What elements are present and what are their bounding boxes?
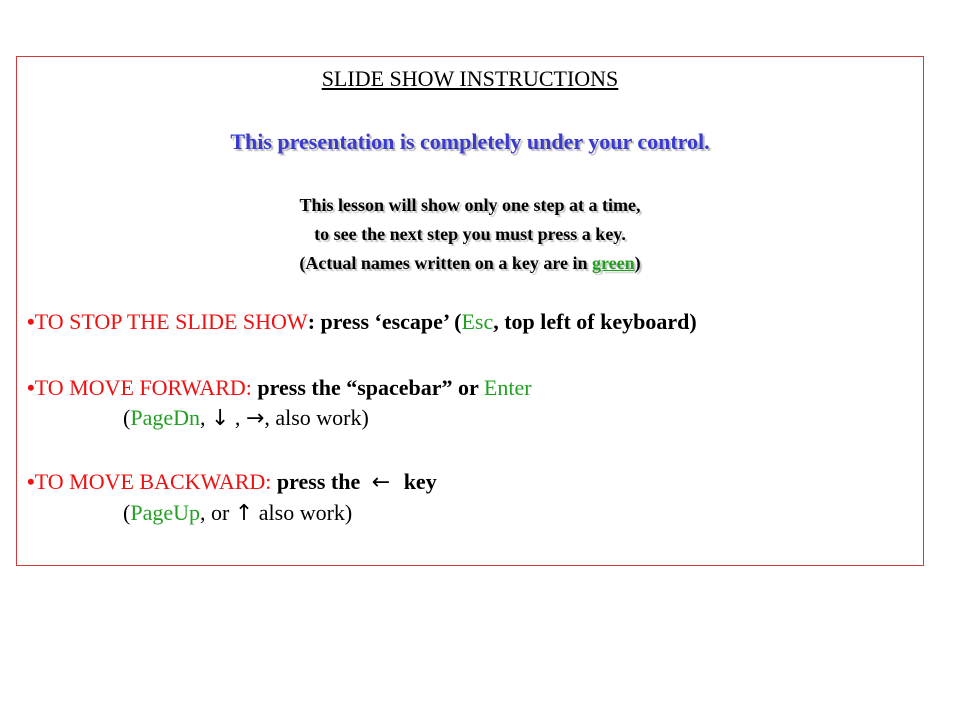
separator: , <box>199 405 211 430</box>
right-arrow-icon: → <box>245 406 265 431</box>
pagedn-key-name: PageDn <box>130 405 200 430</box>
backward-alt-text: , or <box>199 500 235 525</box>
backward-alternatives-end: also work) <box>253 500 353 525</box>
paren-open: ( <box>123 500 131 525</box>
bullet: • <box>27 469 35 494</box>
green-key-note: green <box>591 253 635 273</box>
stop-instruction <box>27 309 697 335</box>
esc-key-name: Esc <box>461 309 494 334</box>
paren-open: ( <box>123 405 131 430</box>
intro-line-1: This lesson will show only one step at a time, <box>299 195 641 215</box>
forward-heading: TO MOVE FORWARD: <box>34 375 252 400</box>
separator: , <box>229 405 246 430</box>
stop-heading: TO STOP THE SLIDE SHOW <box>34 309 308 334</box>
bullet: • <box>27 375 35 400</box>
backward-text-end: key <box>398 469 437 494</box>
intro-line-3 <box>17 253 923 274</box>
intro-line-2: to see the next step you must press a key. <box>314 224 626 244</box>
pageup-key-name: PageUp <box>130 500 200 525</box>
instructions-panel <box>16 56 924 566</box>
down-arrow-icon: ↓ <box>210 406 230 431</box>
slide-subtitle: This presentation is completely under your control. <box>230 129 710 154</box>
forward-alternatives-end: , also work) <box>264 405 369 430</box>
backward-instruction <box>27 469 437 495</box>
bullet: • <box>27 309 35 334</box>
intro-line-3-text: (Actual names written on a key are in <box>299 253 592 273</box>
forward-alternatives <box>123 405 369 431</box>
backward-alternatives <box>123 500 352 526</box>
backward-heading: TO MOVE BACKWARD: <box>34 469 272 494</box>
forward-text: press the “spacebar” or <box>251 375 484 400</box>
left-arrow-icon: ← <box>371 470 391 495</box>
backward-text: press the <box>271 469 366 494</box>
slide-title: SLIDE SHOW INSTRUCTIONS <box>321 66 619 91</box>
enter-key-name: Enter <box>483 375 532 400</box>
forward-instruction <box>27 375 532 401</box>
intro-line-3-close: ) <box>634 253 641 273</box>
stop-text-end: , top left of keyboard) <box>493 309 697 334</box>
up-arrow-icon: ↑ <box>234 501 254 526</box>
stop-text: : press ‘escape’ ( <box>307 309 462 334</box>
